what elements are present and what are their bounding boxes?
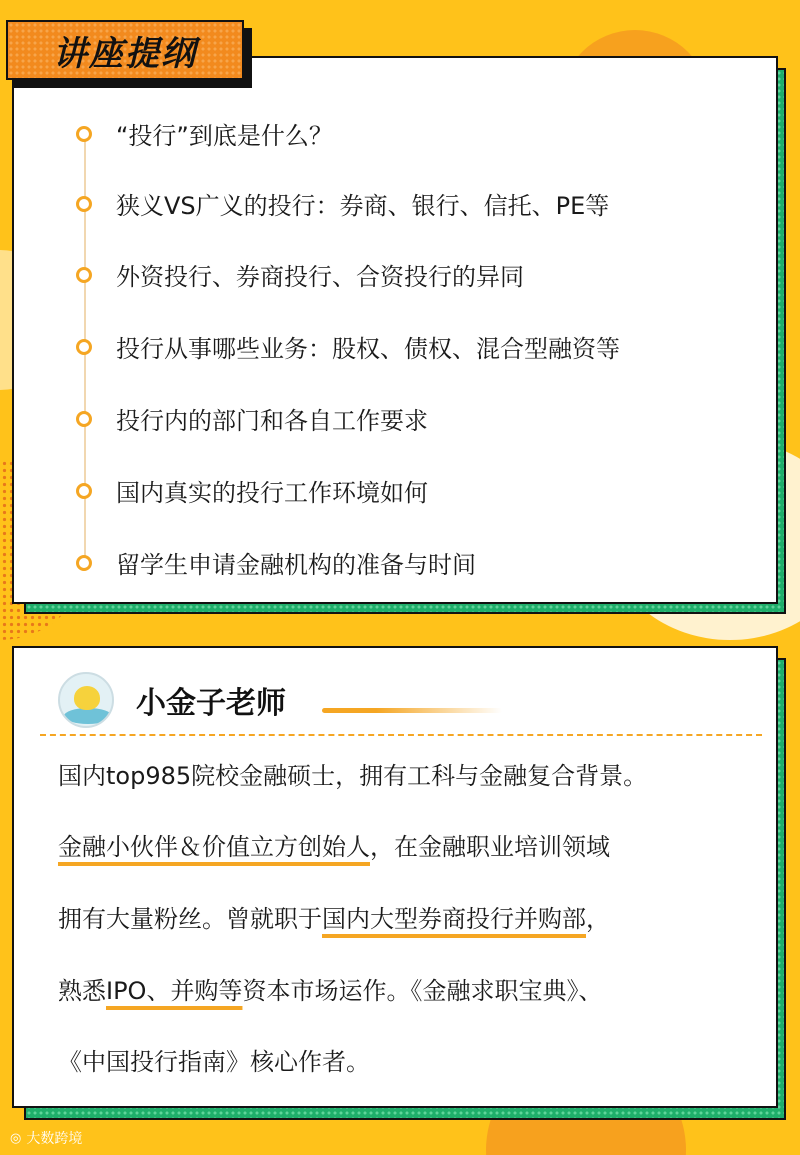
avatar — [58, 672, 114, 728]
outline-item-text: “投行”到底是什么？ — [116, 122, 333, 150]
bullet-circle-icon — [76, 483, 92, 499]
bullet-circle-icon — [76, 339, 92, 355]
outline-item-text: 国内真实的投行工作环境如何 — [116, 479, 428, 507]
outline-item-text: 投行从事哪些业务：股权、债权、混合型融资等 — [116, 335, 620, 363]
title-badge — [6, 20, 244, 80]
teacher-name: 小金子老师 — [136, 686, 286, 721]
dashed-divider — [40, 734, 762, 736]
logo-icon: ◎ — [10, 1130, 22, 1146]
bullet-circle-icon — [76, 555, 92, 571]
bio-line-3: 拥有大量粉丝。曾就职于国内大型券商投行并购部， — [58, 905, 610, 933]
outline-item — [76, 257, 524, 292]
outline-item-text: 留学生申请金融机构的准备与时间 — [116, 551, 476, 579]
bio-line-1: 国内top985院校金融硕士，拥有工科与金融复合背景。 — [58, 762, 648, 790]
outline-item — [76, 186, 609, 221]
outline-item-text: 外资投行、券商投行、合资投行的异同 — [116, 263, 524, 291]
name-underline — [322, 708, 502, 713]
bio-line-4: 熟悉IPO、并购等资本市场运作。《金融求职宝典》、 — [58, 977, 603, 1005]
highlight-text: 国内大型券商投行并购部 — [322, 905, 586, 933]
bio-line-2: 金融小伙伴＆价值立方创始人，在金融职业培训领域 — [58, 833, 610, 861]
highlight-text: 金融小伙伴＆价值立方创始人 — [58, 833, 370, 861]
outline-item-text: 狭义VS广义的投行：券商、银行、信托、PE等 — [116, 192, 610, 220]
watermark — [10, 1128, 82, 1148]
outline-item — [76, 473, 428, 508]
bird-icon — [74, 686, 100, 710]
highlight-text: IPO、并购等 — [106, 977, 243, 1005]
outline-item — [76, 545, 476, 580]
outline-item-text: 投行内的部门和各自工作要求 — [116, 407, 428, 435]
watermark-text: 大数跨境 — [26, 1131, 83, 1147]
outline-item — [76, 401, 428, 436]
outline-item — [76, 116, 333, 151]
bio-line-5: 《中国投行指南》核心作者。 — [58, 1048, 370, 1076]
outline-item — [76, 329, 620, 364]
bullet-circle-icon — [76, 196, 92, 212]
page-title: 讲座提纲 — [53, 33, 197, 74]
bullet-circle-icon — [76, 267, 92, 283]
bullet-circle-icon — [76, 126, 92, 142]
bullet-circle-icon — [76, 411, 92, 427]
